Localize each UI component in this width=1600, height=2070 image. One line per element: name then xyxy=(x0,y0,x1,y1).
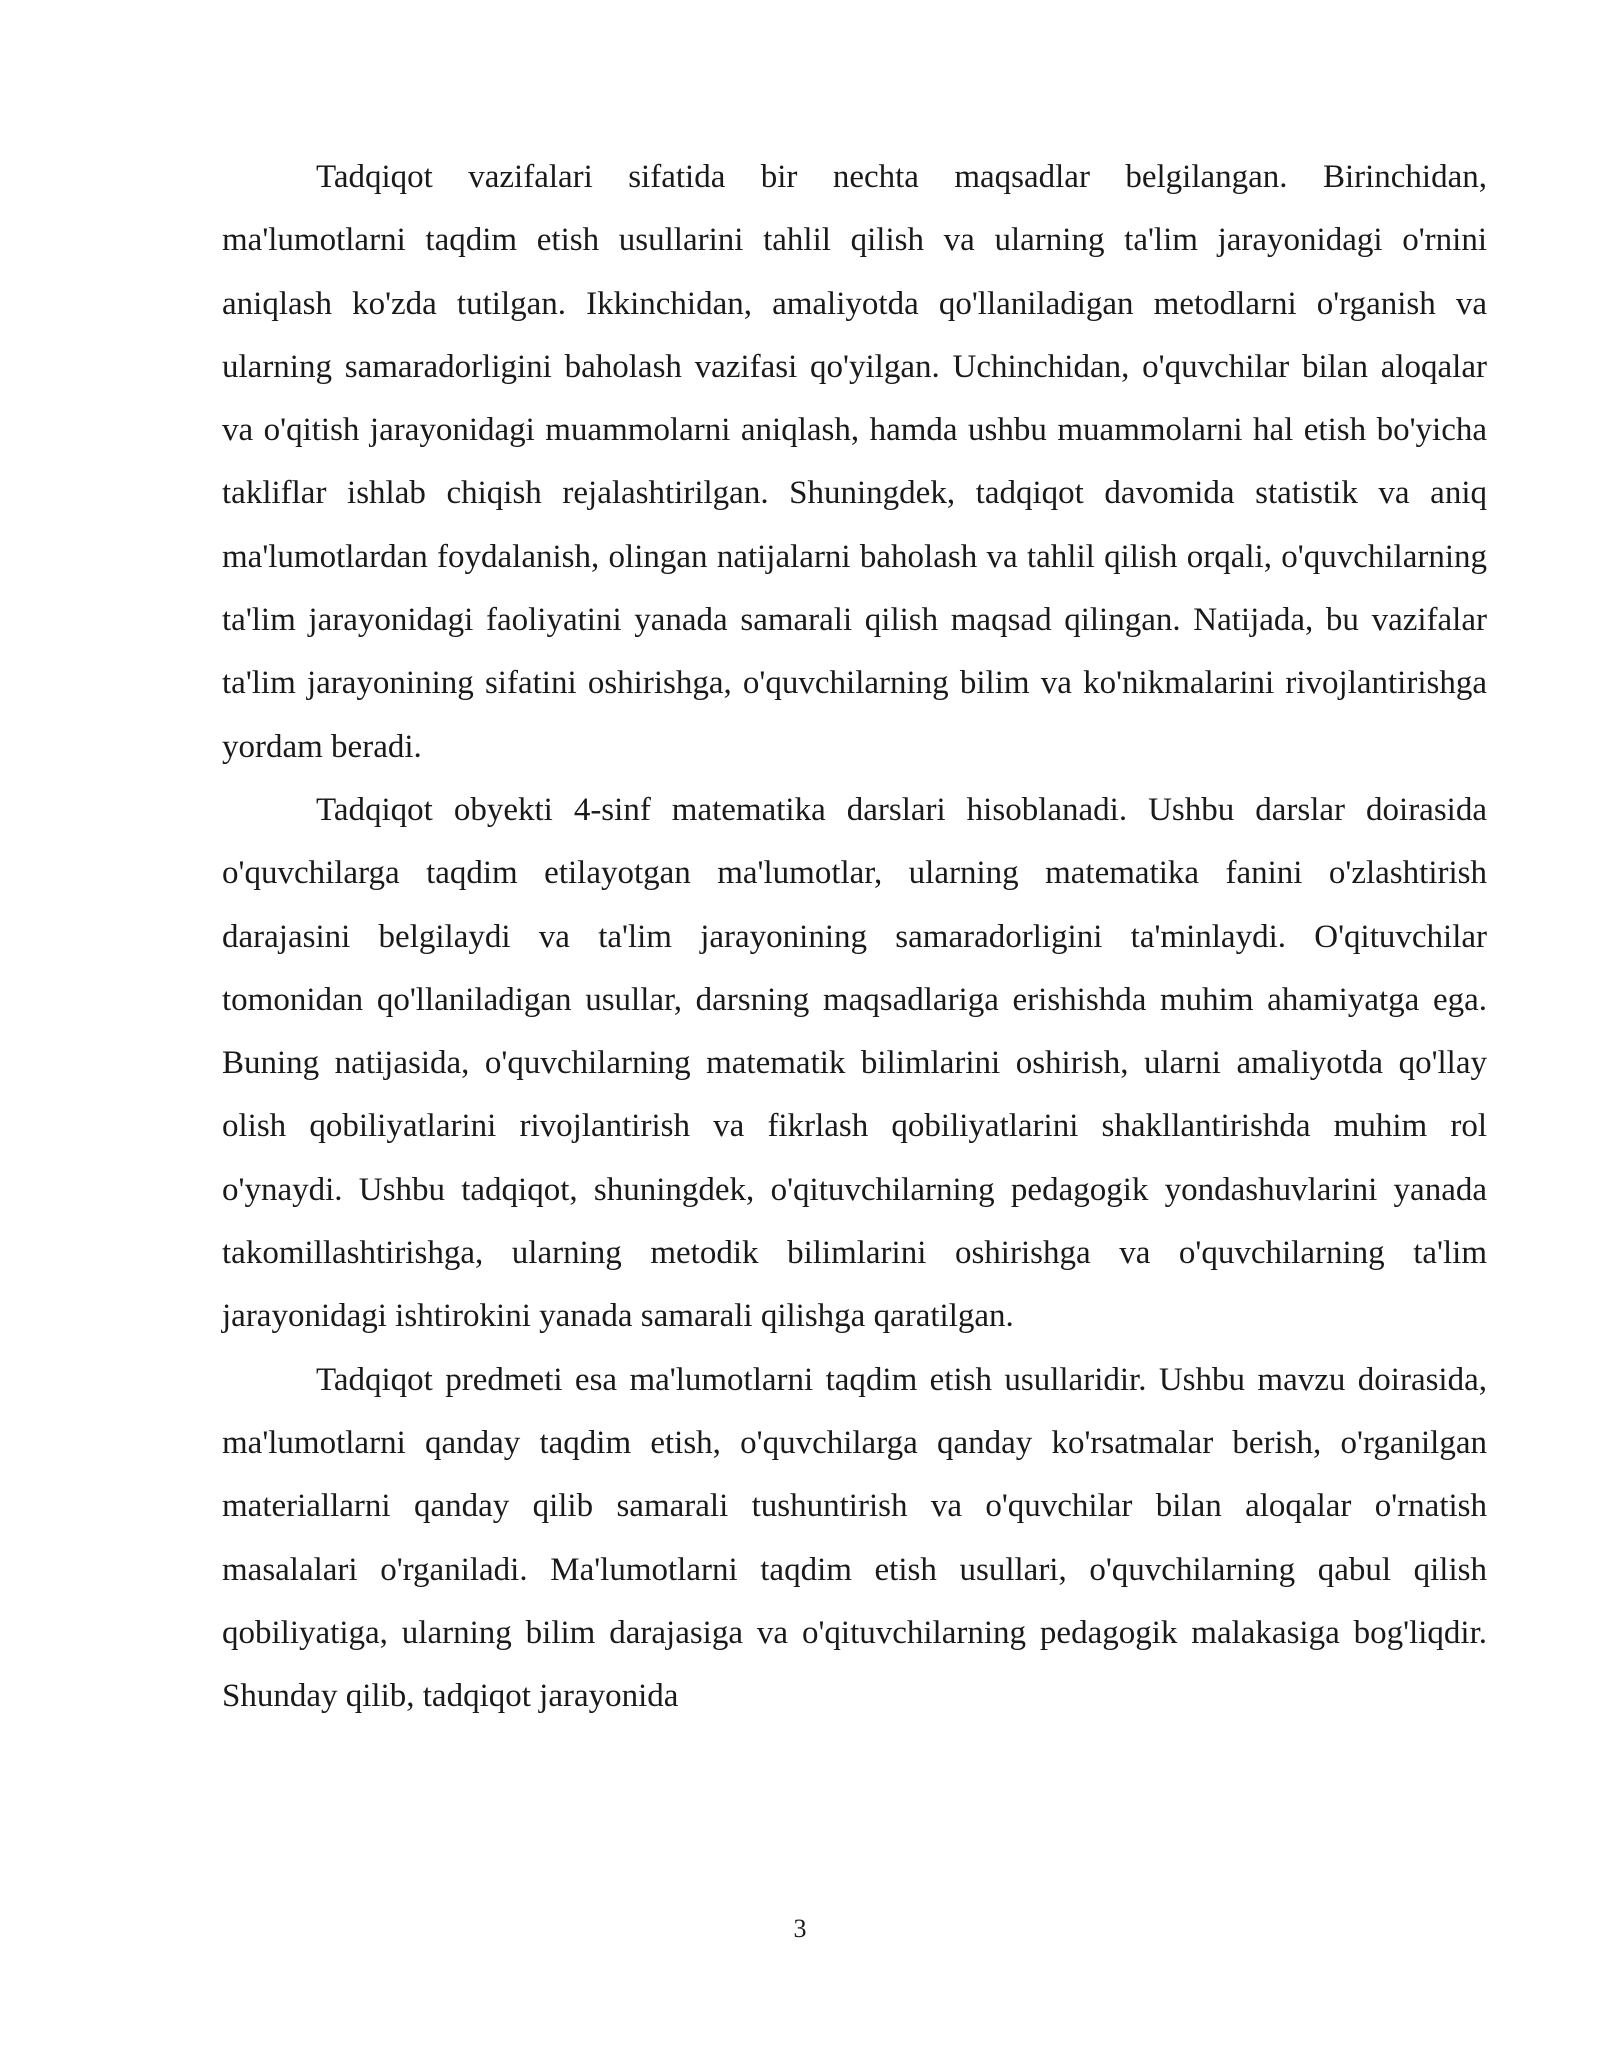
paragraph-research-subject: Tadqiqot predmeti esa ma'lumotlarni taqdim etish usullaridir. Ushbu mavzu doirasida, ma'lumotlarni qanday taqdim etish, o'quvchilarga qanday ko'rsatmalar berish, o'rganilgan materiallarni qanday qilib samarali tushuntirish va o'quvchilar bilan aloqalar o'rnatish masalalari o'rganiladi. Ma'lumotlarni taqdim etish usullari, o'quvchilarning qabul qilish qobiliyatiga, ularning bilim darajasiga va o'qituvchilarning pedagogik malakasiga bog'liqdir. Shunday qilib, tadqiqot jarayonida xyxy=(222,1361,1487,1715)
page-number: 3 xyxy=(793,1914,807,1943)
paragraph-research-tasks: Tadqiqot vazifalari sifatida bir nechta maqsadlar belgilangan. Birinchidan, ma'lumotlarni taqdim etish usullarini tahlil qilish va ularning ta'lim jarayonidagi o'rnini aniqlash ko'zda tutilgan. Ikkinchidan, amaliyotda qo'llaniladigan metodlarni o'rganish va ularning samaradorligini baholash vazifasi qo'yilgan. Uchinchidan, o'quvchilar bilan aloqalar va o'qitish jarayonidagi muammolarni aniqlash, hamda ushbu muammolarni hal etish bo'yicha takliflar ishlab chiqish rejalashtirilgan. Shuningdek, tadqiqot davomida statistik va aniq ma'lumotlardan foydalanish, olingan natijalarni baholash va tahlil qilish orqali, o'quvchilarning ta'lim jarayonidagi faoliyatini yanada samarali qilish maqsad qilingan. Natijada, bu vazifalar ta'lim jarayonining sifatini oshirishga, o'quvchilarning bilim va ko'nikmalarini rivojlantirishga yordam beradi. xyxy=(222,159,1487,765)
body-text xyxy=(222,146,1487,1728)
paragraph-research-object: Tadqiqot obyekti 4-sinf matematika darslari hisoblanadi. Ushbu darslar doirasida o'quvchilarga taqdim etilayotgan ma'lumotlar, ularning matematika fanini o'zlashtirish darajasini belgilaydi va ta'lim jarayonining samaradorligini ta'minlaydi. O'qituvchilar tomonidan qo'llaniladigan usullar, darsning maqsadlariga erishishda muhim ahamiyatga ega. Buning natijasida, o'quvchilarning matematik bilimlarini oshirish, ularni amaliyotda qo'llay olish qobiliyatlarini rivojlantirish va fikrlash qobiliyatlarini shakllantirishda muhim rol o'ynaydi. Ushbu tadqiqot, shuningdek, o'qituvchilarning pedagogik yondashuvlarini yanada takomillashtirishga, ularning metodik bilimlarini oshirishga va o'quvchilarning ta'lim jarayonidagi ishtirokini yanada samarali qilishga qaratilgan. xyxy=(222,791,1487,1335)
